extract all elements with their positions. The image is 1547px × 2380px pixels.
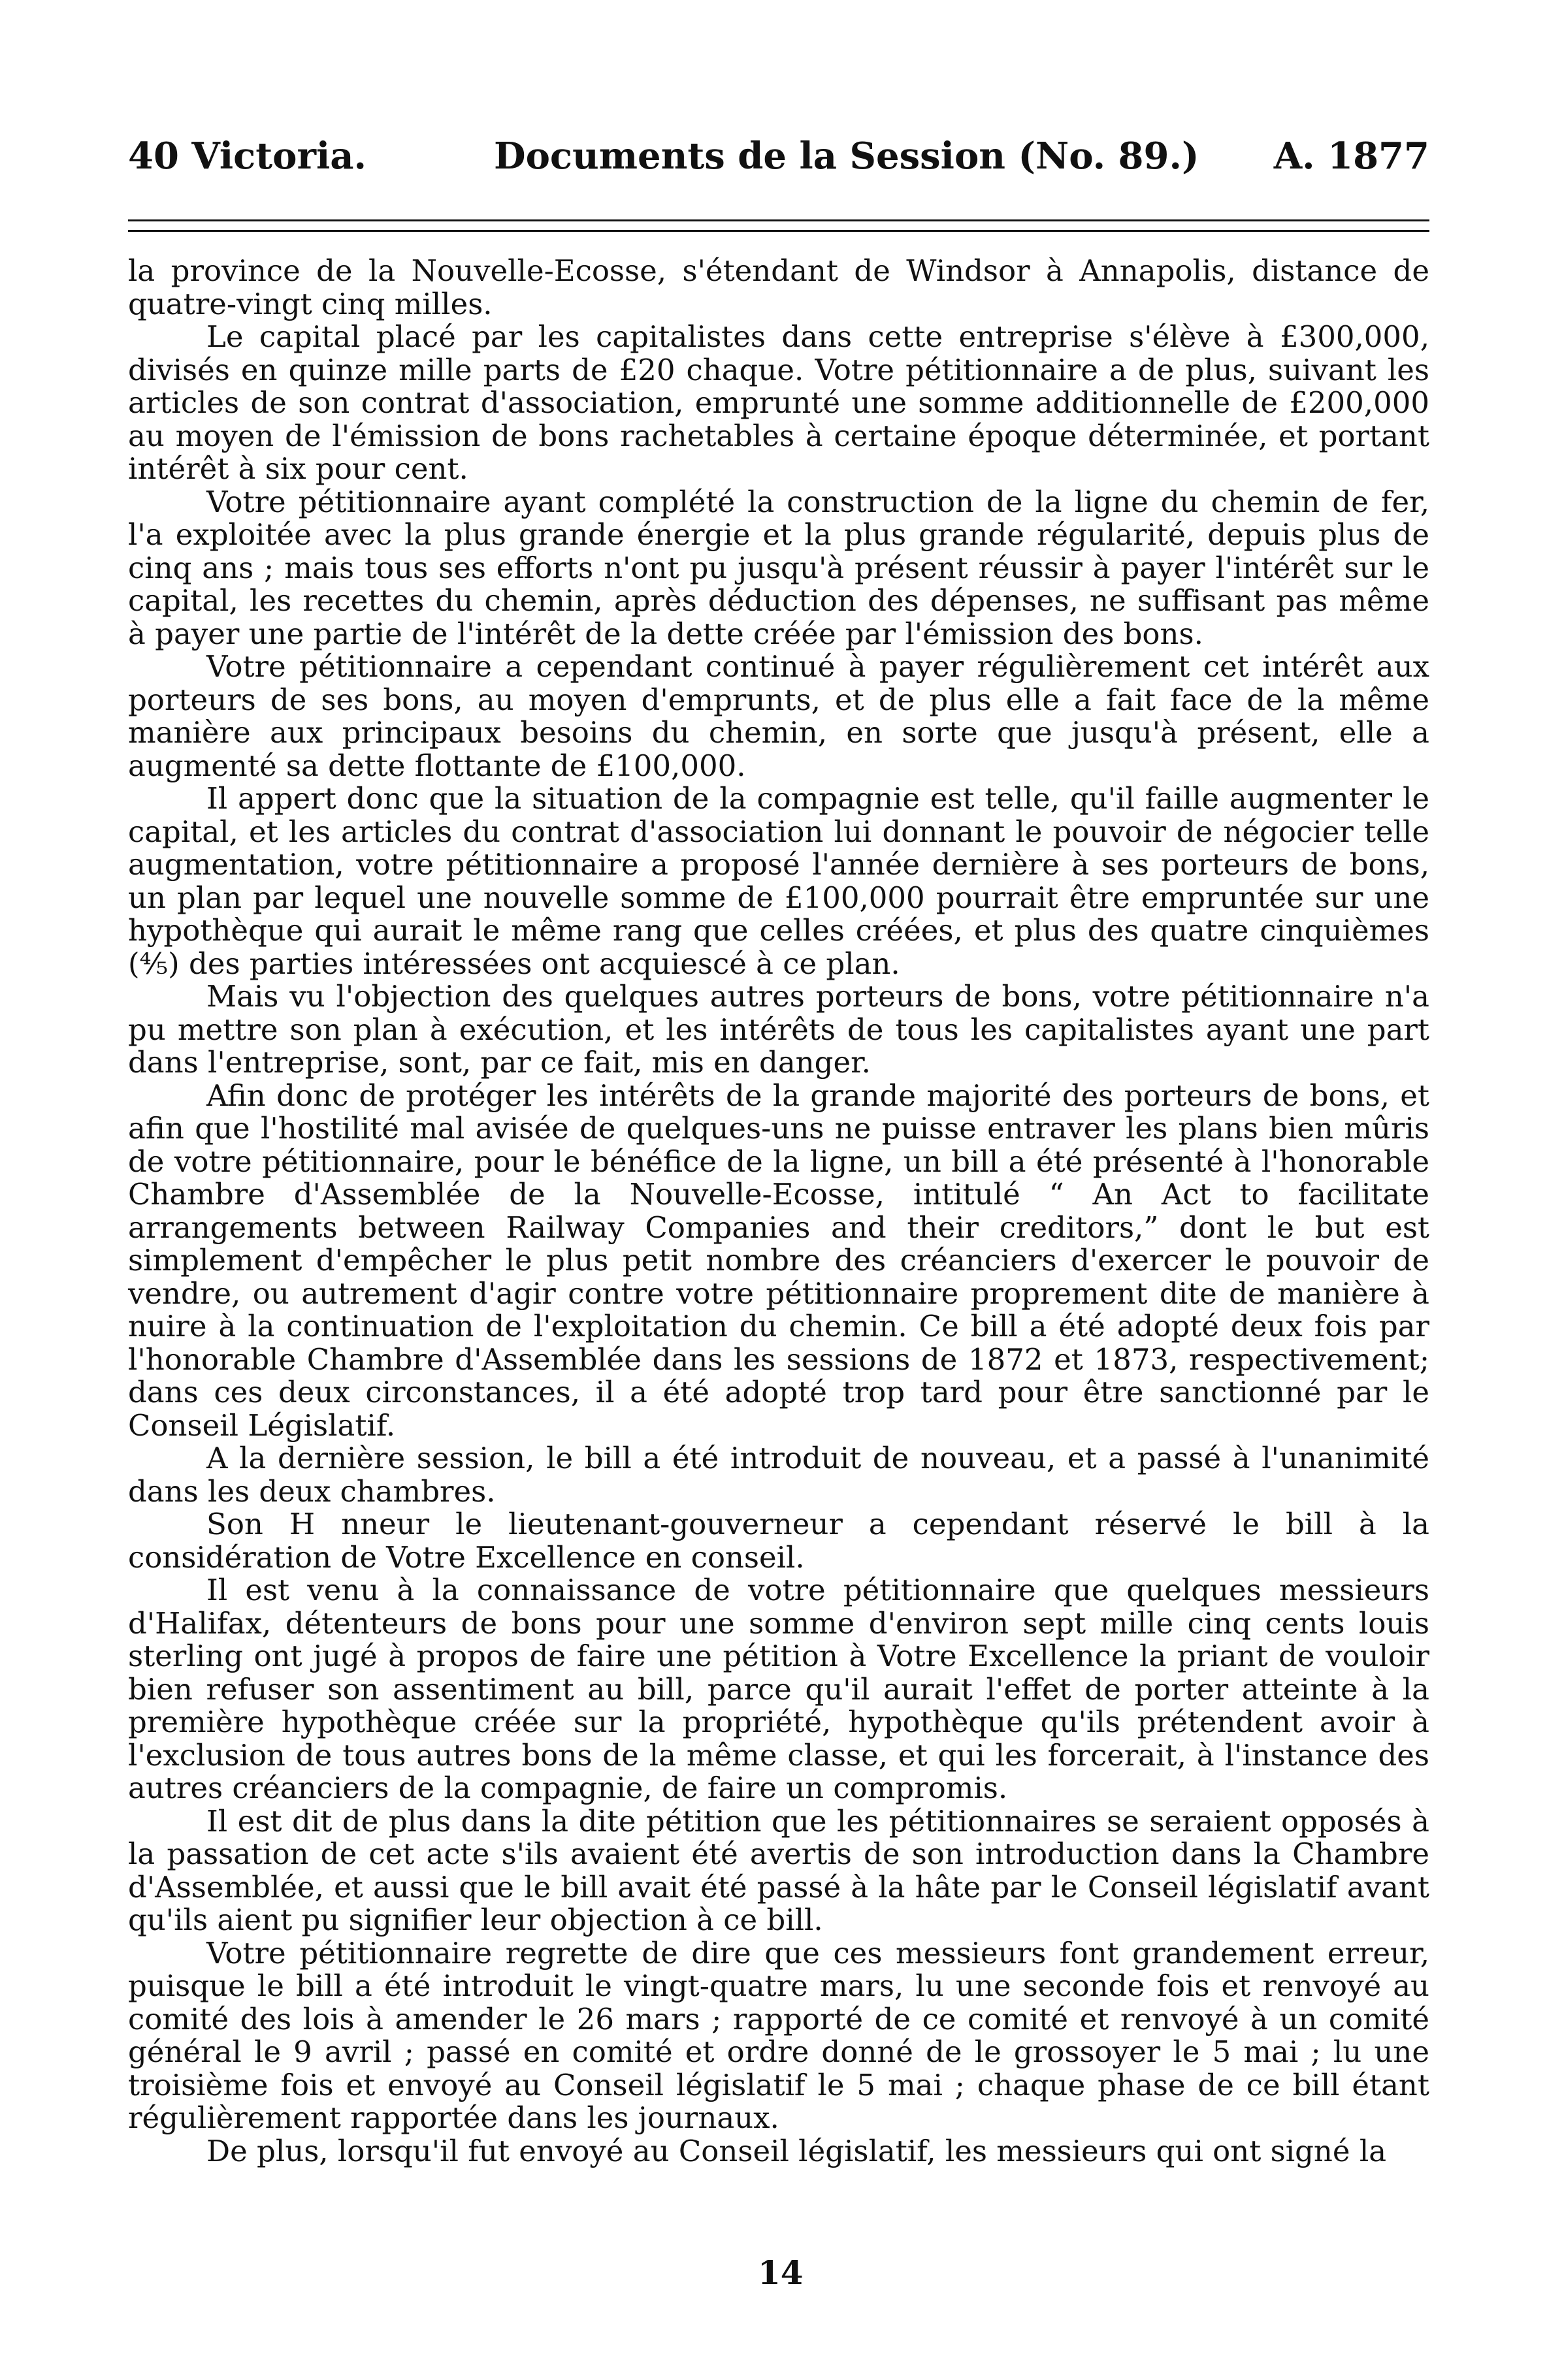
paragraph: Il est venu à la connaissance de votre pétitionnaire que quelques messieurs d'Halifax, détenteurs de bons pour une somme d'environ sept mille cinq cents louis sterling ont jugé à propos de faire une pétition à Votre Excellence la priant de vouloir bien refuser son assentiment au bill, parce qu'il aurait l'effet de porter atteinte à la première hypothèque créée sur la propriété, hypothèque qu'ils prétendent avoir à l'exclusion de tous autres bons de la même classe, et qui les forcerait, à l'instance des autres créanciers de la compagnie, de faire un compromis. [128, 1573, 1429, 1805]
document-body [128, 255, 1429, 2168]
paragraph: Votre pétitionnaire a cependant continué à payer régulièrement cet intérêt aux porteurs de ses bons, au moyen d'emprunts, et de plus elle a fait face de la même manière aux principaux besoins du chemin, en sorte que jusqu'à présent, elle a augmenté sa dette flottante de £100,000. [128, 649, 1429, 783]
paragraph: A la dernière session, le bill a été introduit de nouveau, et a passé à l'unanimité dans les deux chambres. [128, 1441, 1429, 1509]
paragraph: Il appert donc que la situation de la compagnie est telle, qu'il faille augmenter le capital, et les articles du contrat d'association lui donnant le pouvoir de négocier telle augmentation, votre pétitionnaire a proposé l'année dernière à ses porteurs de bons, un plan par lequel une nouvelle somme de £100,000 pourrait être empruntée sur une hypothèque qui aurait le même rang que celles créées, et plus des quatre cinquièmes (⅘) des parties intéressées ont acquiescé à ce plan. [128, 781, 1429, 981]
paragraph: la province de la Nouvelle-Ecosse, s'étendant de Windsor à Annapolis, distance de quatre-vingt cinq milles. [128, 253, 1429, 321]
paragraph: Le capital placé par les capitalistes dans cette entreprise s'élève à £300,000, divisés en quinze mille parts de £20 chaque. Votre pétitionnaire a de plus, suivant les articles de son contrat d'association, emprunté une somme additionnelle de £200,000 au moyen de l'émission de bons rachetables à certaine époque déterminée, et portant intérêt à six pour cent. [128, 319, 1429, 486]
header-volume: 40 Victoria. [128, 135, 367, 178]
paragraph: Mais vu l'objection des quelques autres porteurs de bons, votre pétitionnaire n'a pu mettre son plan à exécution, et les intérêts de tous les capitalistes ayant une part dans l'entreprise, sont, par ce fait, mis en danger. [128, 979, 1429, 1080]
paragraph: Votre pétitionnaire ayant complété la construction de la ligne du chemin de fer, l'a exploitée avec la plus grande énergie et la plus grande régularité, depuis plus de cinq ans ; mais tous ses efforts n'ont pu jusqu'à présent réussir à payer l'intérêt sur le capital, les recettes du chemin, après déduction des dépenses, ne suffisant pas même à payer une partie de l'intérêt de la dette créée par l'émission des bons. [128, 484, 1429, 651]
header-rule-bottom [128, 230, 1429, 232]
paragraph: Afin donc de protéger les intérêts de la grande majorité des porteurs de bons, et afin que l'hostilité mal avisée de quelques-uns ne puisse entraver les plans bien mûris de votre pétitionnaire, pour le bénéfice de la ligne, un bill a été présenté à l'honorable Chambre d'Assemblée de la Nouvelle-Ecosse, intitulé “ An Act to facilitate arrangements between Railway Companies and their creditors,” dont le but est simplement d'empêcher le plus petit nombre des créanciers d'exercer le pouvoir de vendre, ou autrement d'agir contre votre pétitionnaire proprement dite de manière à nuire à la continuation de l'exploitation du chemin. Ce bill a été adopté deux fois par l'honorable Chambre d'Assemblée dans les sessions de 1872 et 1873, respectivement; dans ces deux circonstances, il a été adopté trop tard pour être sanctionné par le Conseil Législatif. [128, 1078, 1429, 1443]
header-rule-top [128, 219, 1429, 221]
paragraph: De plus, lorsqu'il fut envoyé au Conseil législatif, les messieurs qui ont signé la [206, 2133, 1387, 2168]
paragraph: Son H nneur le lieutenant-gouverneur a cependant réservé le bill à la considération de Votre Excellence en conseil. [128, 1507, 1429, 1575]
paragraph: Votre pétitionnaire regrette de dire que ces messieurs font grandement erreur, puisque le bill a été introduit le vingt-quatre mars, lu une seconde fois et renvoyé au comité des lois à amender le 26 mars ; rapporté de ce comité et renvoyé à un comité général le 9 avril ; passé en comité et ordre donné de le grossoyer le 5 mai ; lu une troisième fois et envoyé au Conseil législatif le 5 mai ; chaque phase de ce bill étant régulièrement rapportée dans les journaux. [128, 1935, 1429, 2135]
header-year: A. 1877 [1273, 135, 1429, 178]
running-header [128, 135, 1429, 180]
paragraph: Il est dit de plus dans la dite pétition que les pétitionnaires se seraient opposés à la passation de cet acte s'ils avaient été avertis de son introduction dans la Chambre d'Assemblée, et aussi que le bill avait été passé à la hâte par le Conseil législatif avant qu'ils aient pu signifier leur objection à ce bill. [128, 1803, 1429, 1937]
page-number: 14 [758, 2253, 804, 2292]
header-title: Documents de la Session (No. 89.) [494, 135, 1199, 178]
